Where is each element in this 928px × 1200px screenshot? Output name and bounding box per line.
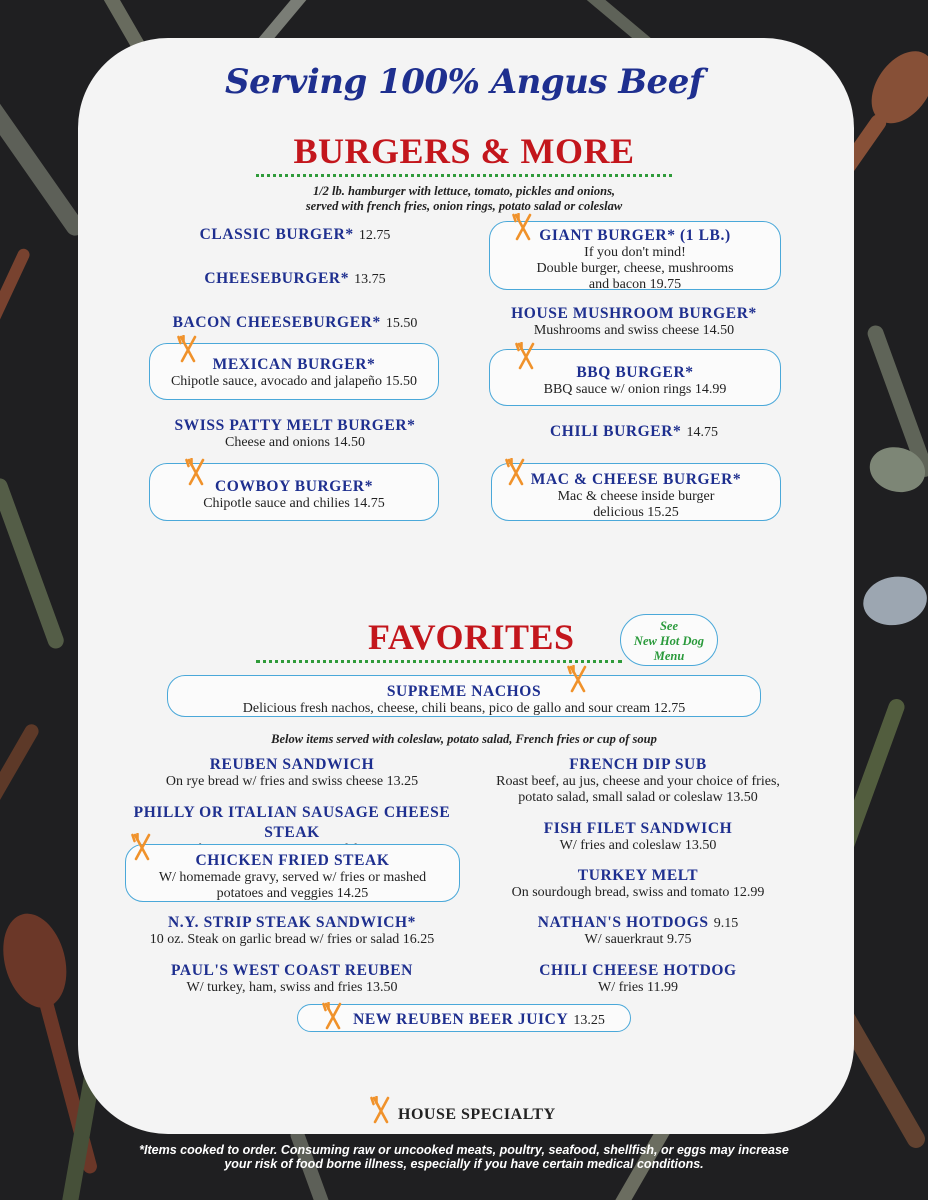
item-name: REUBEN SANDWICH: [209, 756, 375, 773]
item-price: 15.50: [385, 316, 418, 331]
menu-item-french-dip-sub: [470, 754, 806, 806]
item-desc-2: Double burger, cheese, mushrooms: [536, 261, 734, 276]
fork-knife-icon: [512, 213, 534, 241]
item-desc: W/ fries 11.99: [598, 980, 678, 995]
burgers-intro-1: 1/2 lb. hamburger with lettuce, tomato, pickles and onions,: [312, 184, 616, 198]
item-desc-1: Roast beef, au jus, cheese and your choice of fries,: [496, 774, 780, 789]
menu-item-house-mushroom: [489, 303, 779, 339]
tagline: Serving 100% Angus Beef: [225, 62, 703, 102]
item-name: SUPREME NACHOS: [386, 683, 542, 700]
note-line-2: New Hot Dog: [633, 634, 705, 648]
item-price: 9.15: [713, 916, 739, 931]
fork-knife-icon: [177, 335, 199, 363]
note-line-1: See: [659, 619, 679, 633]
item-name: FRENCH DIP SUB: [569, 756, 707, 773]
item-desc: Cheese and onions 14.50: [225, 435, 365, 450]
item-name: CLASSIC BURGER*: [199, 226, 354, 243]
item-desc: W/ fries and coleslaw 13.50: [559, 838, 717, 853]
menu-item-chili-cheese-hotdog: [470, 960, 806, 996]
item-name: BACON CHEESEBURGER*: [172, 314, 381, 331]
house-specialty-legend: [368, 1094, 588, 1128]
menu-item-bacon-cheeseburger: [150, 312, 440, 332]
item-desc: 10 oz. Steak on garlic bread w/ fries or salad 16.25: [149, 932, 435, 947]
burgers-intro-2: served with french fries, onion rings, potato salad or coleslaw: [305, 199, 623, 213]
item-name: MEXICAN BURGER*: [212, 356, 376, 373]
item-desc: Mushrooms and swiss cheese 14.50: [533, 323, 735, 338]
menu-item-cheeseburger: [150, 268, 440, 288]
item-name: CHILI BURGER*: [550, 423, 682, 440]
disclaimer-line-1: *Items cooked to order. Consuming raw or uncooked meats, poultry, seafood, shellfish, or eggs may increase: [139, 1143, 789, 1157]
item-desc-3: and bacon 19.75: [588, 277, 682, 292]
menu-item-turkey-melt: [470, 865, 806, 901]
item-name: FISH FILET SANDWICH: [543, 820, 733, 837]
item-desc: W/ turkey, ham, swiss and fries 13.50: [186, 980, 398, 995]
item-desc: Delicious fresh nachos, cheese, chili beans, pico de gallo and sour cream 12.75: [242, 701, 686, 716]
item-desc: Chipotle sauce and chilies 14.75: [203, 496, 385, 511]
item-desc-1: If you don't mind!: [584, 245, 686, 260]
menu-item-swiss-patty-melt: [150, 415, 440, 451]
item-desc: On rye bread w/ fries and swiss cheese 13.25: [165, 774, 419, 789]
menu-item-mac-cheese-burger: [491, 463, 781, 521]
fork-knife-icon: [131, 833, 153, 861]
item-desc-2: potato salad, small salad or coleslaw 13.50: [518, 790, 758, 805]
item-name: HOUSE MUSHROOM BURGER*: [511, 305, 757, 322]
item-name: PAUL'S WEST COAST REUBEN: [171, 962, 413, 979]
fork-knife-icon: [567, 665, 589, 693]
menu-item-nathans-hotdogs: [470, 912, 806, 948]
favorites-title: FAVORITES: [368, 617, 575, 657]
disclaimer-line-2: your risk of food borne illness, especially if you have certain medical conditions.: [224, 1157, 704, 1171]
burgers-title: BURGERS & MORE: [293, 131, 635, 171]
item-name: CHILI CHEESE HOTDOG: [539, 962, 737, 979]
item-desc-2: potatoes and veggies 14.25: [216, 886, 369, 901]
menu-item-pauls-west-coast-reuben: [120, 960, 464, 996]
item-name: NEW REUBEN BEER JUICY: [353, 1011, 569, 1028]
note-line-3: Menu: [653, 649, 685, 663]
item-name: CHICKEN FRIED STEAK: [195, 852, 390, 869]
menu-item-chicken-fried-steak: [125, 844, 460, 902]
fork-knife-icon: [322, 1002, 344, 1030]
fork-knife-icon: [515, 342, 537, 370]
item-price: 14.75: [686, 425, 718, 440]
item-name: BBQ BURGER*: [576, 364, 694, 381]
item-name: COWBOY BURGER*: [214, 478, 374, 495]
burgers-divider: [256, 174, 672, 177]
item-price: 13.75: [354, 272, 386, 287]
menu-item-reuben-beer-juicy: [297, 1004, 631, 1032]
item-name: PHILLY OR ITALIAN SAUSAGE CHEESE STEAK: [133, 804, 451, 841]
item-name: GIANT BURGER* (1 LB.): [539, 227, 731, 244]
hot-dog-menu-note: [620, 614, 718, 666]
item-price: 12.75: [358, 228, 391, 243]
favorites-divider: [256, 660, 622, 663]
fork-knife-icon: [505, 458, 527, 486]
item-name: MAC & CHEESE BURGER*: [530, 471, 742, 488]
menu-item-chili-burger: [489, 421, 779, 441]
menu-item-classic-burger: [150, 224, 440, 244]
fork-knife-icon: [185, 458, 207, 486]
item-desc-1: W/ homemade gravy, served w/ fries or mashed: [158, 870, 427, 885]
menu-item-supreme-nachos: [167, 675, 761, 717]
item-desc-1: Mac & cheese inside burger: [557, 489, 715, 504]
item-desc-2: delicious 15.25: [593, 505, 679, 520]
item-desc: W/ sauerkraut 9.75: [584, 932, 692, 947]
item-desc: On sourdough bread, swiss and tomato 12.99: [511, 885, 765, 900]
item-desc: Chipotle sauce, avocado and jalapeño 15.50: [170, 374, 418, 389]
item-desc: BBQ sauce w/ onion rings 14.99: [543, 382, 727, 397]
item-name: SWISS PATTY MELT BURGER*: [174, 417, 416, 434]
legend-label: HOUSE SPECIALTY: [398, 1106, 556, 1123]
menu-item-reuben-sandwich: [120, 754, 464, 790]
item-name: NATHAN'S HOTDOGS: [537, 914, 709, 931]
favorites-sub-intro: Below items served with coleslaw, potato salad, French fries or cup of soup: [271, 732, 657, 746]
item-name: TURKEY MELT: [577, 867, 699, 884]
menu-item-fish-filet: [470, 818, 806, 854]
item-name: N.Y. STRIP STEAK SANDWICH*: [167, 914, 417, 931]
item-name: CHEESEBURGER*: [204, 270, 350, 287]
fork-knife-icon: [370, 1096, 392, 1124]
menu-item-ny-strip-steak: [120, 912, 464, 948]
item-price: 13.25: [573, 1013, 605, 1028]
